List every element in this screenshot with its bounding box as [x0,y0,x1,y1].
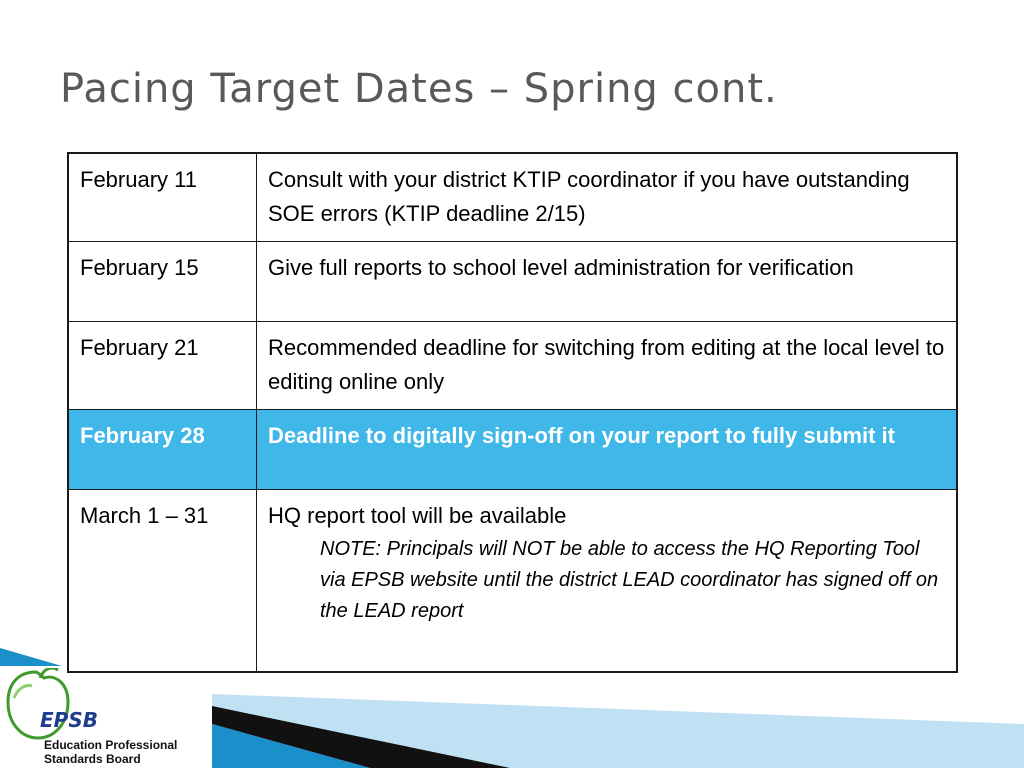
row-description-main: HQ report tool will be available [268,503,567,528]
left-accent-wedge [0,648,62,666]
row-date: March 1 – 31 [68,490,257,672]
row-date: February 11 [68,153,257,242]
row-description: Deadline to digitally sign-off on your report to fully submit it [257,410,958,490]
row-date: February 15 [68,242,257,322]
row-note: NOTE: Principals will NOT be able to access the HQ Reporting Tool via EPSB website until the district LEAD coordinator has signed off on the LEAD report [320,538,939,622]
slide-title: Pacing Target Dates – Spring cont. [60,66,778,112]
logo-acronym: EPSB [40,708,98,732]
row-description: Recommended deadline for switching from editing at the local level to editing online only [257,322,958,410]
logo-line2: Standards Board [44,752,141,766]
row-description: Give full reports to school level administration for verification [257,242,958,322]
row-date: February 28 [68,410,257,490]
logo-line1: Education Professional [44,738,178,752]
row-description: Consult with your district KTIP coordinator if you have outstanding SOE errors (KTIP deadline 2/15) [257,153,958,242]
row-date: February 21 [68,322,257,410]
epsb-logo [0,668,212,768]
